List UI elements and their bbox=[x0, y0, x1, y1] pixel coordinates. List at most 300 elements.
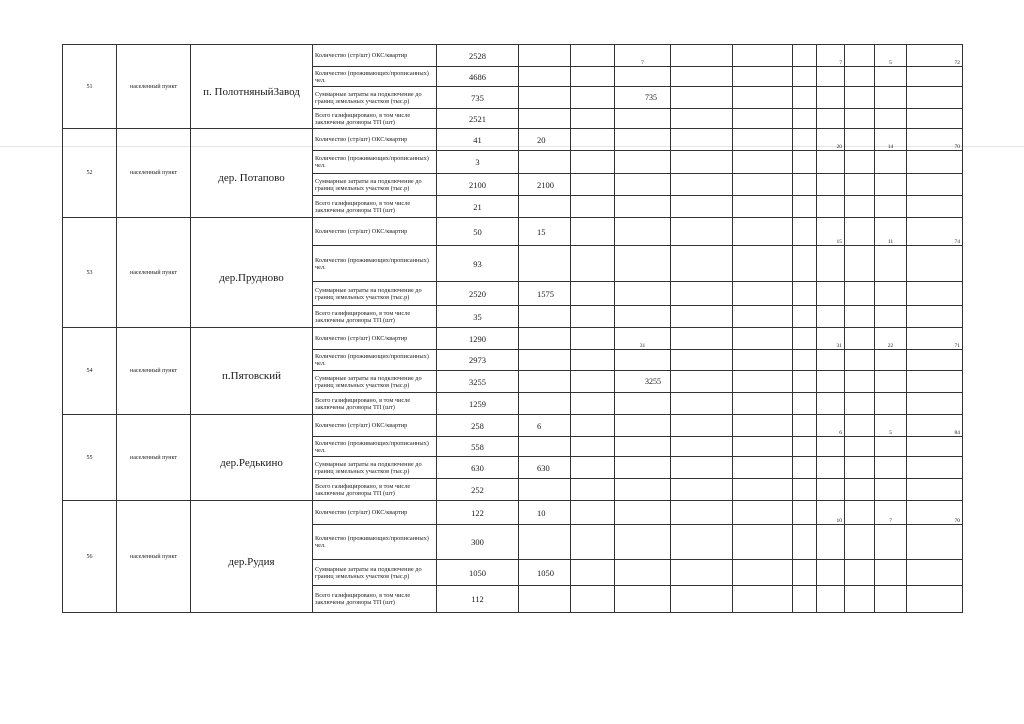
empty-cell bbox=[733, 196, 793, 218]
empty-cell bbox=[671, 457, 733, 479]
value-cell-3 bbox=[615, 109, 671, 129]
indicator-label: Количество (проживающих/прописанных) чел. bbox=[313, 525, 437, 560]
value-cell-3-top: 31 bbox=[615, 328, 671, 350]
empty-cell bbox=[845, 306, 875, 328]
row-number: 51 bbox=[63, 45, 117, 129]
indicator-label: Количество (стр/шт) ОКС/квартир bbox=[313, 328, 437, 350]
empty-cell bbox=[733, 45, 793, 67]
empty-cell bbox=[845, 437, 875, 457]
indicator-label: Суммарные затраты на подключение до границ земельных участков (тыс.р) bbox=[313, 174, 437, 196]
value-cell-3 bbox=[615, 525, 671, 560]
empty-cell bbox=[817, 437, 845, 457]
empty-cell bbox=[817, 350, 845, 371]
empty-cell bbox=[793, 479, 817, 501]
empty-cell bbox=[571, 328, 615, 350]
empty-cell bbox=[733, 218, 793, 246]
empty-cell bbox=[845, 371, 875, 393]
empty-cell bbox=[875, 586, 907, 613]
indicator-label: Всего газифицировано, в том числе заключены договоры ТП (шт) bbox=[313, 393, 437, 415]
extra-value-c: 70 bbox=[907, 501, 963, 525]
settlement-type: населенный пункт bbox=[117, 415, 191, 501]
empty-cell bbox=[571, 479, 615, 501]
empty-cell bbox=[817, 371, 845, 393]
value-cell-1 bbox=[519, 350, 571, 371]
empty-cell bbox=[875, 350, 907, 371]
empty-cell bbox=[817, 67, 845, 87]
empty-cell bbox=[845, 151, 875, 174]
empty-cell bbox=[793, 501, 817, 525]
empty-cell bbox=[907, 437, 963, 457]
empty-cell bbox=[671, 415, 733, 437]
empty-cell bbox=[907, 109, 963, 129]
settlement-name: дер.Прудново bbox=[191, 218, 313, 328]
extra-value-b: 11 bbox=[875, 218, 907, 246]
extra-value-a: 31 bbox=[817, 328, 845, 350]
empty-cell bbox=[875, 479, 907, 501]
empty-cell bbox=[793, 45, 817, 67]
table-row bbox=[63, 501, 963, 525]
indicator-label: Всего газифицировано, в том числе заключены договоры ТП (шт) bbox=[313, 586, 437, 613]
value-cell-1: 10 bbox=[519, 501, 571, 525]
value-cell-3 bbox=[615, 196, 671, 218]
empty-cell bbox=[793, 67, 817, 87]
empty-cell bbox=[571, 109, 615, 129]
empty-cell bbox=[571, 560, 615, 586]
empty-cell bbox=[817, 151, 845, 174]
settlement-name: дер. Потапово bbox=[191, 129, 313, 218]
empty-cell bbox=[671, 174, 733, 196]
empty-cell bbox=[733, 437, 793, 457]
empty-cell bbox=[845, 328, 875, 350]
empty-cell bbox=[875, 67, 907, 87]
empty-cell bbox=[907, 67, 963, 87]
empty-cell bbox=[793, 525, 817, 560]
value-cell-3-top bbox=[615, 501, 671, 525]
value-cell-1 bbox=[519, 525, 571, 560]
extra-value-c: 71 bbox=[907, 328, 963, 350]
empty-cell bbox=[671, 129, 733, 151]
indicator-value: 300 bbox=[437, 525, 519, 560]
indicator-label: Количество (проживающих/прописанных) чел. bbox=[313, 350, 437, 371]
value-cell-1 bbox=[519, 87, 571, 109]
empty-cell bbox=[733, 109, 793, 129]
empty-cell bbox=[571, 525, 615, 560]
empty-cell bbox=[845, 174, 875, 196]
value-cell-1 bbox=[519, 246, 571, 282]
empty-cell bbox=[571, 218, 615, 246]
empty-cell bbox=[793, 306, 817, 328]
indicator-value: 2521 bbox=[437, 109, 519, 129]
value-cell-1 bbox=[519, 67, 571, 87]
empty-cell bbox=[845, 457, 875, 479]
table-row bbox=[63, 129, 963, 151]
indicator-label: Количество (проживающих/прописанных) чел. bbox=[313, 151, 437, 174]
indicator-value: 630 bbox=[437, 457, 519, 479]
value-cell-1 bbox=[519, 393, 571, 415]
value-cell-3-top bbox=[615, 129, 671, 151]
empty-cell bbox=[671, 151, 733, 174]
empty-cell bbox=[845, 479, 875, 501]
empty-cell bbox=[671, 586, 733, 613]
value-cell-3 bbox=[615, 457, 671, 479]
value-cell-3-top bbox=[615, 415, 671, 437]
value-cell-3: 735 bbox=[615, 87, 671, 109]
indicator-label: Суммарные затраты на подключение до границ земельных участков (тыс.р) bbox=[313, 457, 437, 479]
settlement-type: населенный пункт bbox=[117, 45, 191, 129]
empty-cell bbox=[907, 371, 963, 393]
empty-cell bbox=[733, 350, 793, 371]
empty-cell bbox=[907, 306, 963, 328]
empty-cell bbox=[817, 586, 845, 613]
row-number: 54 bbox=[63, 328, 117, 415]
empty-cell bbox=[793, 129, 817, 151]
empty-cell bbox=[793, 151, 817, 174]
empty-cell bbox=[817, 306, 845, 328]
empty-cell bbox=[571, 87, 615, 109]
row-number: 53 bbox=[63, 218, 117, 328]
indicator-label: Количество (стр/шт) ОКС/квартир bbox=[313, 218, 437, 246]
indicator-label: Всего газифицировано, в том числе заключены договоры ТП (шт) bbox=[313, 306, 437, 328]
empty-cell bbox=[845, 196, 875, 218]
value-cell-3 bbox=[615, 306, 671, 328]
settlement-name: дер.Редькино bbox=[191, 415, 313, 501]
empty-cell bbox=[571, 501, 615, 525]
indicator-value: 2973 bbox=[437, 350, 519, 371]
empty-cell bbox=[733, 246, 793, 282]
empty-cell bbox=[671, 371, 733, 393]
settlement-name: п.Пятовский bbox=[191, 328, 313, 415]
empty-cell bbox=[875, 437, 907, 457]
extra-value-c: 84 bbox=[907, 415, 963, 437]
indicator-label: Количество (проживающих/прописанных) чел. bbox=[313, 67, 437, 87]
empty-cell bbox=[907, 457, 963, 479]
table-row bbox=[63, 218, 963, 246]
value-cell-3 bbox=[615, 586, 671, 613]
empty-cell bbox=[733, 525, 793, 560]
settlement-type: населенный пункт bbox=[117, 129, 191, 218]
indicator-value: 41 bbox=[437, 129, 519, 151]
indicator-label: Количество (проживающих/прописанных) чел. bbox=[313, 246, 437, 282]
indicator-value: 112 bbox=[437, 586, 519, 613]
empty-cell bbox=[793, 457, 817, 479]
empty-cell bbox=[817, 457, 845, 479]
value-cell-1: 6 bbox=[519, 415, 571, 437]
empty-cell bbox=[817, 87, 845, 109]
empty-cell bbox=[845, 246, 875, 282]
indicator-value: 122 bbox=[437, 501, 519, 525]
empty-cell bbox=[907, 479, 963, 501]
extra-value-b: 22 bbox=[875, 328, 907, 350]
empty-cell bbox=[571, 437, 615, 457]
empty-cell bbox=[793, 109, 817, 129]
indicator-value: 1050 bbox=[437, 560, 519, 586]
empty-cell bbox=[875, 109, 907, 129]
indicator-value: 1259 bbox=[437, 393, 519, 415]
empty-cell bbox=[793, 560, 817, 586]
empty-cell bbox=[793, 328, 817, 350]
empty-cell bbox=[845, 560, 875, 586]
empty-cell bbox=[733, 328, 793, 350]
empty-cell bbox=[875, 393, 907, 415]
empty-cell bbox=[793, 371, 817, 393]
empty-cell bbox=[733, 129, 793, 151]
empty-cell bbox=[571, 350, 615, 371]
settlement-name: п. ПолотняныйЗавод bbox=[191, 45, 313, 129]
empty-cell bbox=[571, 67, 615, 87]
row-number: 55 bbox=[63, 415, 117, 501]
empty-cell bbox=[671, 393, 733, 415]
table-row bbox=[63, 45, 963, 67]
extra-value-b: 5 bbox=[875, 415, 907, 437]
extra-value-b: 14 bbox=[875, 129, 907, 151]
value-cell-1: 20 bbox=[519, 129, 571, 151]
empty-cell bbox=[733, 479, 793, 501]
empty-cell bbox=[817, 109, 845, 129]
value-cell-1 bbox=[519, 45, 571, 67]
empty-cell bbox=[571, 246, 615, 282]
empty-cell bbox=[875, 246, 907, 282]
indicator-value: 4686 bbox=[437, 67, 519, 87]
empty-cell bbox=[845, 67, 875, 87]
empty-cell bbox=[907, 151, 963, 174]
value-cell-1: 1575 bbox=[519, 282, 571, 306]
empty-cell bbox=[733, 151, 793, 174]
empty-cell bbox=[793, 246, 817, 282]
empty-cell bbox=[793, 415, 817, 437]
value-cell-1: 2100 bbox=[519, 174, 571, 196]
value-cell-3 bbox=[615, 246, 671, 282]
empty-cell bbox=[671, 437, 733, 457]
empty-cell bbox=[875, 525, 907, 560]
empty-cell bbox=[733, 87, 793, 109]
empty-cell bbox=[817, 282, 845, 306]
value-cell-1 bbox=[519, 371, 571, 393]
empty-cell bbox=[907, 350, 963, 371]
indicator-label: Количество (стр/шт) ОКС/квартир bbox=[313, 501, 437, 525]
empty-cell bbox=[845, 393, 875, 415]
empty-cell bbox=[671, 196, 733, 218]
extra-value-a: 10 bbox=[817, 501, 845, 525]
empty-cell bbox=[845, 415, 875, 437]
indicator-value: 1290 bbox=[437, 328, 519, 350]
empty-cell bbox=[571, 174, 615, 196]
indicator-value: 735 bbox=[437, 87, 519, 109]
indicator-label: Всего газифицировано, в том числе заключены договоры ТП (шт) bbox=[313, 196, 437, 218]
empty-cell bbox=[733, 371, 793, 393]
settlement-name: дер.Рудия bbox=[191, 501, 313, 613]
empty-cell bbox=[671, 479, 733, 501]
empty-cell bbox=[875, 196, 907, 218]
indicator-value: 50 bbox=[437, 218, 519, 246]
extra-value-c: 72 bbox=[907, 45, 963, 67]
empty-cell bbox=[793, 437, 817, 457]
empty-cell bbox=[907, 282, 963, 306]
value-cell-1 bbox=[519, 151, 571, 174]
value-cell-1 bbox=[519, 196, 571, 218]
empty-cell bbox=[671, 350, 733, 371]
settlement-type: населенный пункт bbox=[117, 501, 191, 613]
empty-cell bbox=[817, 246, 845, 282]
empty-cell bbox=[733, 282, 793, 306]
empty-cell bbox=[845, 45, 875, 67]
empty-cell bbox=[733, 560, 793, 586]
empty-cell bbox=[733, 306, 793, 328]
empty-cell bbox=[671, 525, 733, 560]
table-row bbox=[63, 328, 963, 350]
empty-cell bbox=[793, 586, 817, 613]
empty-cell bbox=[845, 282, 875, 306]
empty-cell bbox=[571, 457, 615, 479]
empty-cell bbox=[733, 174, 793, 196]
empty-cell bbox=[875, 306, 907, 328]
empty-cell bbox=[793, 174, 817, 196]
value-cell-3: 3255 bbox=[615, 371, 671, 393]
value-cell-1 bbox=[519, 479, 571, 501]
indicator-value: 558 bbox=[437, 437, 519, 457]
row-number: 56 bbox=[63, 501, 117, 613]
indicator-label: Суммарные затраты на подключение до границ земельных участков (тыс.р) bbox=[313, 87, 437, 109]
empty-cell bbox=[733, 393, 793, 415]
indicator-value: 252 bbox=[437, 479, 519, 501]
empty-cell bbox=[671, 328, 733, 350]
empty-cell bbox=[671, 109, 733, 129]
value-cell-3 bbox=[615, 67, 671, 87]
value-cell-1 bbox=[519, 306, 571, 328]
extra-value-c: 74 bbox=[907, 218, 963, 246]
empty-cell bbox=[845, 218, 875, 246]
empty-cell bbox=[907, 586, 963, 613]
empty-cell bbox=[571, 393, 615, 415]
empty-cell bbox=[571, 415, 615, 437]
empty-cell bbox=[875, 282, 907, 306]
value-cell-3 bbox=[615, 350, 671, 371]
indicator-label: Количество (стр/шт) ОКС/квартир bbox=[313, 415, 437, 437]
indicator-label: Количество (проживающих/прописанных) чел. bbox=[313, 437, 437, 457]
extra-value-b: 5 bbox=[875, 45, 907, 67]
empty-cell bbox=[817, 196, 845, 218]
indicator-value: 3255 bbox=[437, 371, 519, 393]
empty-cell bbox=[845, 525, 875, 560]
extra-value-a: 6 bbox=[817, 415, 845, 437]
empty-cell bbox=[733, 457, 793, 479]
empty-cell bbox=[845, 501, 875, 525]
extra-value-a: 20 bbox=[817, 129, 845, 151]
empty-cell bbox=[875, 151, 907, 174]
empty-cell bbox=[571, 45, 615, 67]
indicator-value: 3 bbox=[437, 151, 519, 174]
empty-cell bbox=[793, 196, 817, 218]
value-cell-1 bbox=[519, 109, 571, 129]
value-cell-1: 1050 bbox=[519, 560, 571, 586]
indicator-value: 2520 bbox=[437, 282, 519, 306]
empty-cell bbox=[907, 246, 963, 282]
empty-cell bbox=[571, 196, 615, 218]
empty-cell bbox=[733, 415, 793, 437]
indicator-value: 35 bbox=[437, 306, 519, 328]
table-row bbox=[63, 415, 963, 437]
value-cell-3 bbox=[615, 174, 671, 196]
value-cell-1: 630 bbox=[519, 457, 571, 479]
empty-cell bbox=[845, 109, 875, 129]
empty-cell bbox=[571, 282, 615, 306]
empty-cell bbox=[875, 457, 907, 479]
empty-cell bbox=[907, 393, 963, 415]
row-number: 52 bbox=[63, 129, 117, 218]
value-cell-3 bbox=[615, 282, 671, 306]
empty-cell bbox=[793, 218, 817, 246]
indicator-label: Всего газифицировано, в том числе заключены договоры ТП (шт) bbox=[313, 479, 437, 501]
settlement-type: населенный пункт bbox=[117, 218, 191, 328]
empty-cell bbox=[671, 282, 733, 306]
value-cell-3 bbox=[615, 437, 671, 457]
empty-cell bbox=[817, 174, 845, 196]
empty-cell bbox=[907, 196, 963, 218]
value-cell-3 bbox=[615, 560, 671, 586]
value-cell-3 bbox=[615, 479, 671, 501]
indicator-label: Количество (стр/шт) ОКС/квартир bbox=[313, 45, 437, 67]
value-cell-1 bbox=[519, 437, 571, 457]
empty-cell bbox=[845, 129, 875, 151]
empty-cell bbox=[671, 306, 733, 328]
value-cell-3-top: 7 bbox=[615, 45, 671, 67]
empty-cell bbox=[907, 87, 963, 109]
indicator-label: Всего газифицировано, в том числе заключены договоры ТП (шт) bbox=[313, 109, 437, 129]
empty-cell bbox=[793, 87, 817, 109]
empty-cell bbox=[817, 560, 845, 586]
indicator-value: 2100 bbox=[437, 174, 519, 196]
value-cell-3 bbox=[615, 393, 671, 415]
empty-cell bbox=[875, 560, 907, 586]
indicator-value: 93 bbox=[437, 246, 519, 282]
empty-cell bbox=[875, 87, 907, 109]
settlement-gasification-table bbox=[62, 44, 963, 613]
empty-cell bbox=[571, 151, 615, 174]
indicator-value: 21 bbox=[437, 196, 519, 218]
value-cell-3 bbox=[615, 151, 671, 174]
indicator-label: Суммарные затраты на подключение до границ земельных участков (тыс.р) bbox=[313, 282, 437, 306]
empty-cell bbox=[845, 586, 875, 613]
empty-cell bbox=[571, 129, 615, 151]
empty-cell bbox=[793, 350, 817, 371]
settlement-type: населенный пункт bbox=[117, 328, 191, 415]
value-cell-1 bbox=[519, 328, 571, 350]
empty-cell bbox=[875, 174, 907, 196]
empty-cell bbox=[817, 393, 845, 415]
empty-cell bbox=[671, 560, 733, 586]
empty-cell bbox=[733, 501, 793, 525]
indicator-value: 2528 bbox=[437, 45, 519, 67]
extra-value-a: 7 bbox=[817, 45, 845, 67]
value-cell-1: 15 bbox=[519, 218, 571, 246]
indicator-label: Количество (стр/шт) ОКС/квартир bbox=[313, 129, 437, 151]
empty-cell bbox=[793, 282, 817, 306]
value-cell-3-top bbox=[615, 218, 671, 246]
empty-cell bbox=[733, 67, 793, 87]
indicator-value: 258 bbox=[437, 415, 519, 437]
empty-cell bbox=[733, 586, 793, 613]
empty-cell bbox=[793, 393, 817, 415]
empty-cell bbox=[671, 246, 733, 282]
value-cell-1 bbox=[519, 586, 571, 613]
empty-cell bbox=[907, 525, 963, 560]
empty-cell bbox=[845, 87, 875, 109]
empty-cell bbox=[907, 174, 963, 196]
empty-cell bbox=[817, 525, 845, 560]
empty-cell bbox=[571, 371, 615, 393]
indicator-label: Суммарные затраты на подключение до границ земельных участков (тыс.р) bbox=[313, 371, 437, 393]
indicator-label: Суммарные затраты на подключение до границ земельных участков (тыс.р) bbox=[313, 560, 437, 586]
extra-value-c: 70 bbox=[907, 129, 963, 151]
